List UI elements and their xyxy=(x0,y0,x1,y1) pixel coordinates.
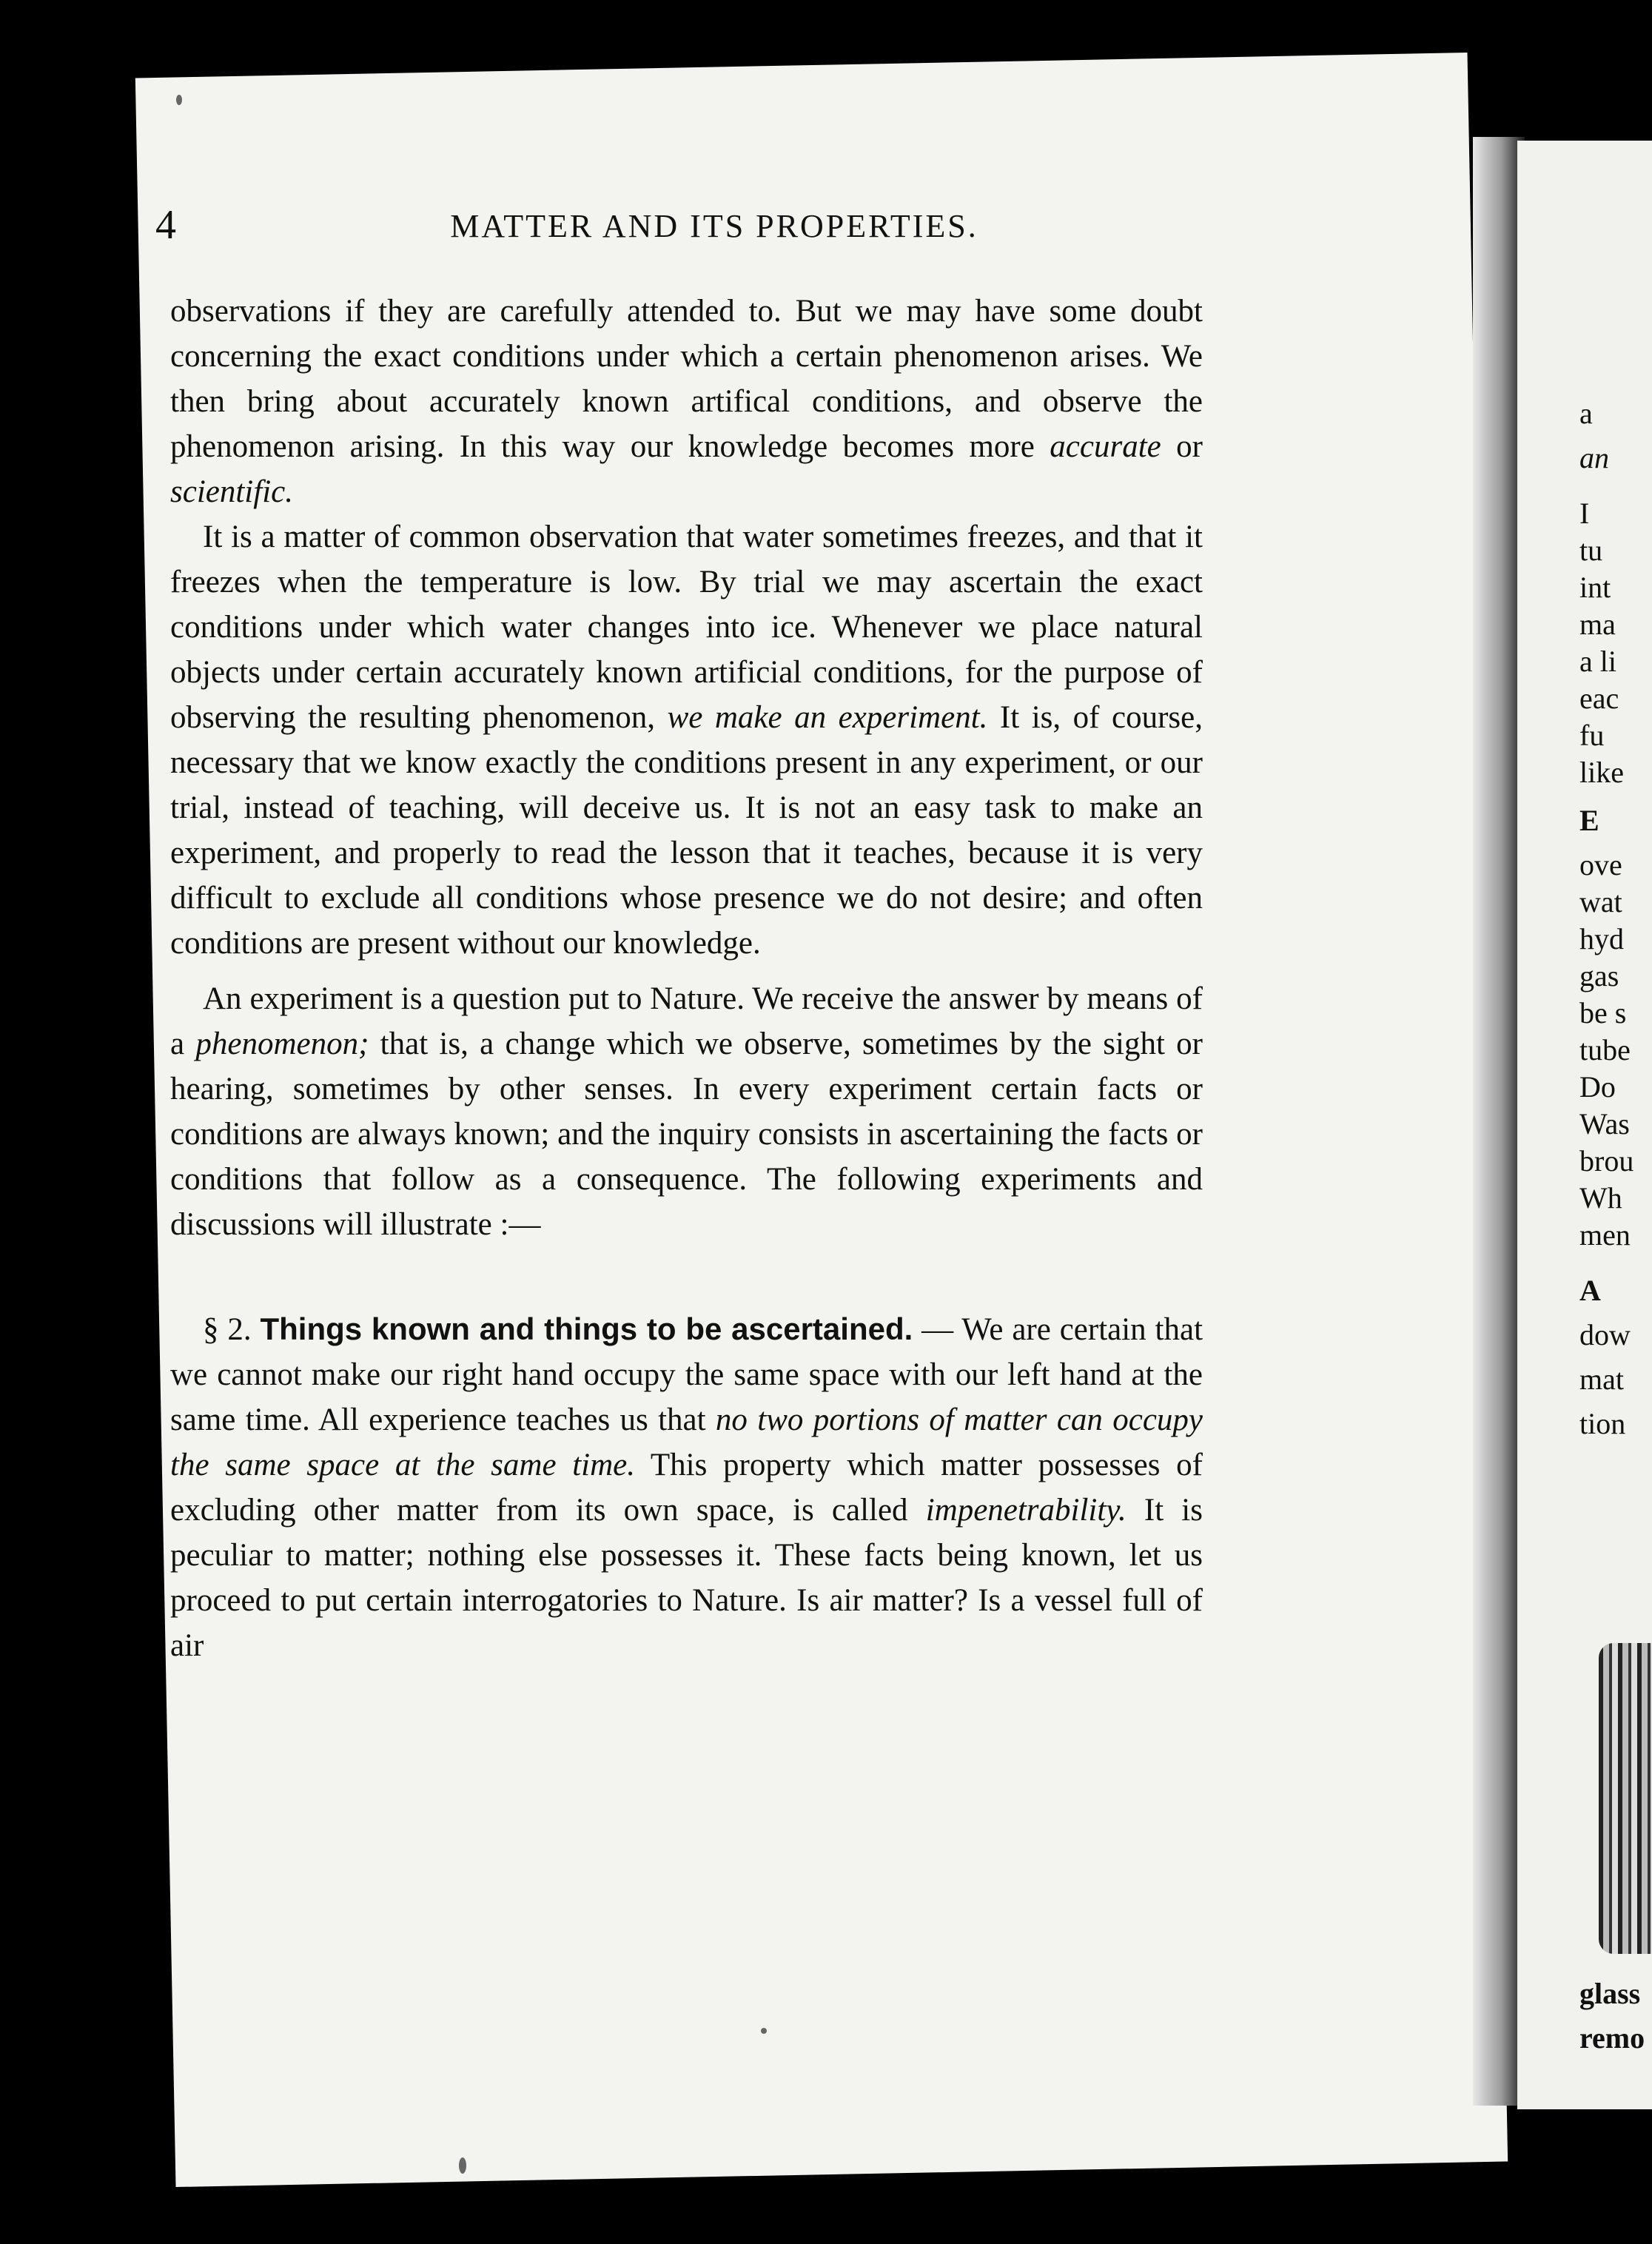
paragraph-1 xyxy=(170,289,1203,514)
scan-speck xyxy=(761,2028,767,2034)
facing-page-fragment: fu xyxy=(1579,719,1605,752)
section-2-text-b: This property which matter possesses of excluding other matter from its own space, is called xyxy=(170,1448,1203,1528)
paragraph-3-text-b: that is, a change which we observe, sometimes by the sight or hearing, sometimes by other senses. In every experiment certain facts or conditions are always known; and the inquiry consists in ascertaining the facts or conditions that follow as a consequence. The following experiments and discussions will illustrate :— xyxy=(170,1027,1203,1242)
section-2-em-impenetrability: impenetrability. xyxy=(925,1493,1126,1528)
facing-page-fragment: A xyxy=(1579,1274,1601,1307)
paragraph-2-text: It is a matter of common observation that water sometimes freezes, and that it freezes when the temperature is low. By trial we may ascertain the exact conditions under which water changes into ice. Whenever we place natural objects under certain accurately known artificial conditions, for the purpose of observing the resulting phenomenon, xyxy=(170,520,1203,735)
paragraph-3-em: phenomenon; xyxy=(195,1027,369,1061)
facing-page xyxy=(1517,141,1652,2109)
facing-page-fragment: ove xyxy=(1579,848,1622,881)
facing-page-fragment: tion xyxy=(1579,1407,1626,1440)
facing-page-fragment: Wh xyxy=(1579,1181,1622,1215)
facing-page-fragment: I xyxy=(1579,497,1590,530)
facing-page-fragment: brou xyxy=(1579,1144,1634,1178)
facing-page-fragment: tu xyxy=(1579,534,1603,567)
facing-page-fragment: dow xyxy=(1579,1318,1631,1351)
facing-page-fragment: Do xyxy=(1579,1070,1616,1103)
section-2-text-c: It is peculiar to matter; nothing else possesses it. These facts being known, let us proceed to put certain interrogatories to Nature. Is air matter? Is a vessel full of air xyxy=(170,1493,1203,1663)
section-2-em-1: no two portions of matter can occupy the same space at the same time. xyxy=(170,1402,1203,1482)
paragraph-1-em-scientific: scientific. xyxy=(170,474,293,509)
paragraph-2-end: It is, of course, necessary that we know exactly the conditions present in any experiment, or our trial, instead of teaching, will deceive us. It is not an easy task to make an experiment, and properly to read the lesson that it teaches, because it is very difficult to exclude all conditions whose presence we do not desire; and often conditions are present without our knowledge. xyxy=(170,700,1203,961)
facing-page-fragment: int xyxy=(1579,571,1611,604)
section-2-label: § 2. xyxy=(203,1312,252,1347)
scan-speck xyxy=(176,95,182,105)
paragraph-1-em-accurate: accurate xyxy=(1050,429,1161,464)
glass-figure xyxy=(1599,1643,1652,1954)
facing-page-fragment: glass xyxy=(1579,1977,1641,2010)
section-2-heading: Things known and things to be ascertained. xyxy=(260,1311,913,1346)
running-head xyxy=(155,202,1229,248)
facing-page-fragment: ma xyxy=(1579,608,1616,641)
facing-page-fragment: an xyxy=(1579,441,1609,474)
paragraph-3 xyxy=(170,976,1203,1247)
paragraph-2 xyxy=(170,514,1203,966)
facing-page-fragment: Was xyxy=(1579,1107,1630,1141)
running-title: MATTER AND ITS PROPERTIES. xyxy=(450,208,978,244)
facing-page-fragment: mat xyxy=(1579,1363,1624,1396)
facing-page-fragment: E xyxy=(1579,804,1599,837)
facing-page-fragment: be s xyxy=(1579,996,1627,1029)
paragraph-1-mid: or xyxy=(1161,429,1203,464)
paragraph-2-em: we make an experiment. xyxy=(667,700,988,735)
section-2-text-a: — We are certain that we cannot make our right hand occupy the same space with our left hand at the same time. All experience teaches us that xyxy=(170,1312,1203,1437)
facing-page-fragment: tube xyxy=(1579,1033,1631,1066)
facing-page-fragment: hyd xyxy=(1579,922,1624,955)
scan-speck xyxy=(459,2157,466,2174)
facing-page-fragment: wat xyxy=(1579,885,1622,918)
facing-page-fragment: a xyxy=(1579,397,1593,430)
paragraph-3-text-a: An experiment is a question put to Nature. We receive the answer by means of a xyxy=(170,981,1203,1061)
facing-page-fragment: remo xyxy=(1579,2021,1645,2055)
facing-page-fragment: eac xyxy=(1579,682,1619,715)
facing-page-fragment: gas xyxy=(1579,959,1619,992)
body-text xyxy=(170,289,1203,1668)
section-2 xyxy=(170,1306,1203,1668)
page-number: 4 xyxy=(155,202,178,248)
facing-page-fragment: like xyxy=(1579,756,1624,789)
paragraph-1-text: observations if they are carefully attended to. But we may have some doubt concerning the exact conditions under which a certain phenomenon arises. We then bring about accurately known artifical conditions, and observe the phenomenon arising. In this way our knowledge becomes more xyxy=(170,294,1203,464)
facing-page-fragment: a li xyxy=(1579,645,1616,678)
facing-page-fragment: men xyxy=(1579,1218,1631,1252)
